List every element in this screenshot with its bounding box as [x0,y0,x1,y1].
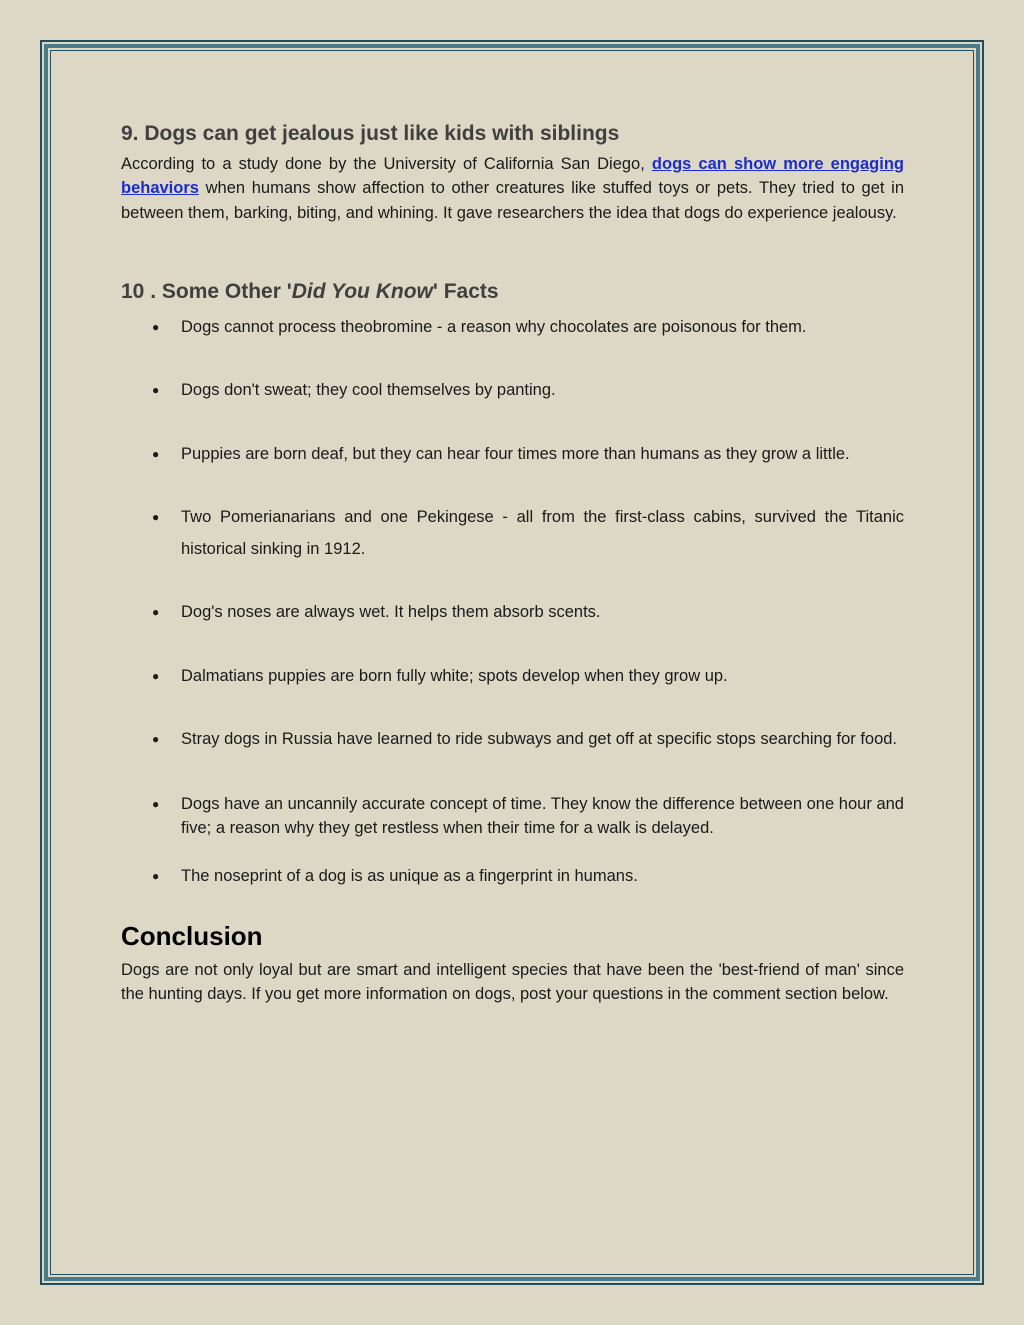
bullet-icon: ● [152,319,160,334]
bullet-icon: ● [152,796,160,811]
bullet-icon: ● [152,446,160,461]
bullet-icon: ● [152,605,160,620]
section-9-paragraph [121,152,904,225]
bullet-icon: ● [152,732,160,747]
section-did-you-know [121,276,904,889]
section-conclusion [121,918,904,1007]
document-content [121,118,904,1006]
section-10-heading-prefix: 10 . Some Other ' [121,279,292,303]
fact-text: Dogs cannot process theobromine - a reason why chocolates are poisonous for them. [181,317,807,336]
fact-text: Two Pomerianarians and one Pekingese - all from the first-class cabins, survived the Titanic historical sinking in 1912. [181,508,904,558]
list-item [121,792,904,841]
section-9-text-start: According to a study done by the University of California San Diego, [121,155,652,173]
bullet-icon: ● [152,668,160,683]
fact-text: Dog's noses are always wet. It helps them absorb scents. [181,603,601,622]
section-9-text-end: when humans show affection to other creatures like stuffed toys or pets. They tried to get in between them, barking, biting, and whining. It gave researchers the idea that dogs do experience jealousy. [121,179,904,222]
conclusion-paragraph: Dogs are not only loyal but are smart and intelligent species that have been the 'best-friend of man' since the hunting days. If you get more information on dogs, post your questions in the comment section below. [121,960,904,1004]
bullet-icon: ● [152,383,160,398]
list-item [121,502,904,565]
section-10-heading [121,276,904,308]
fact-text: Dogs have an uncannily accurate concept of time. They know the difference between one hour and five; a reason why they get restless when their time for a walk is delayed. [181,794,904,838]
fact-text: Dalmatians puppies are born fully white; spots develop when they grow up. [181,666,728,685]
list-item [121,661,904,693]
list-item [121,375,904,407]
list-item [121,439,904,471]
study-link[interactable]: dogs can show more engaging behaviors [121,155,904,198]
section-10-heading-italic: Did You Know [291,279,433,303]
fact-text: Dogs don't sweat; they cool themselves by panting. [181,381,556,400]
facts-list [121,312,904,889]
list-item [121,312,904,344]
bullet-icon: ● [152,510,160,525]
list-item [121,597,904,629]
fact-text: Puppies are born deaf, but they can hear four times more than humans as they grow a little. [181,444,850,463]
list-item [121,724,904,756]
section-10-heading-suffix: ' Facts [432,279,499,303]
bullet-icon: ● [152,869,160,884]
section-jealousy [121,118,904,225]
conclusion-heading: Conclusion [121,920,263,951]
list-item [121,864,904,888]
fact-text: Stray dogs in Russia have learned to ride subways and get off at specific stops searching for food. [181,730,898,749]
fact-text: The noseprint of a dog is as unique as a fingerprint in humans. [181,867,638,886]
section-9-heading: 9. Dogs can get jealous just like kids with siblings [121,122,620,145]
